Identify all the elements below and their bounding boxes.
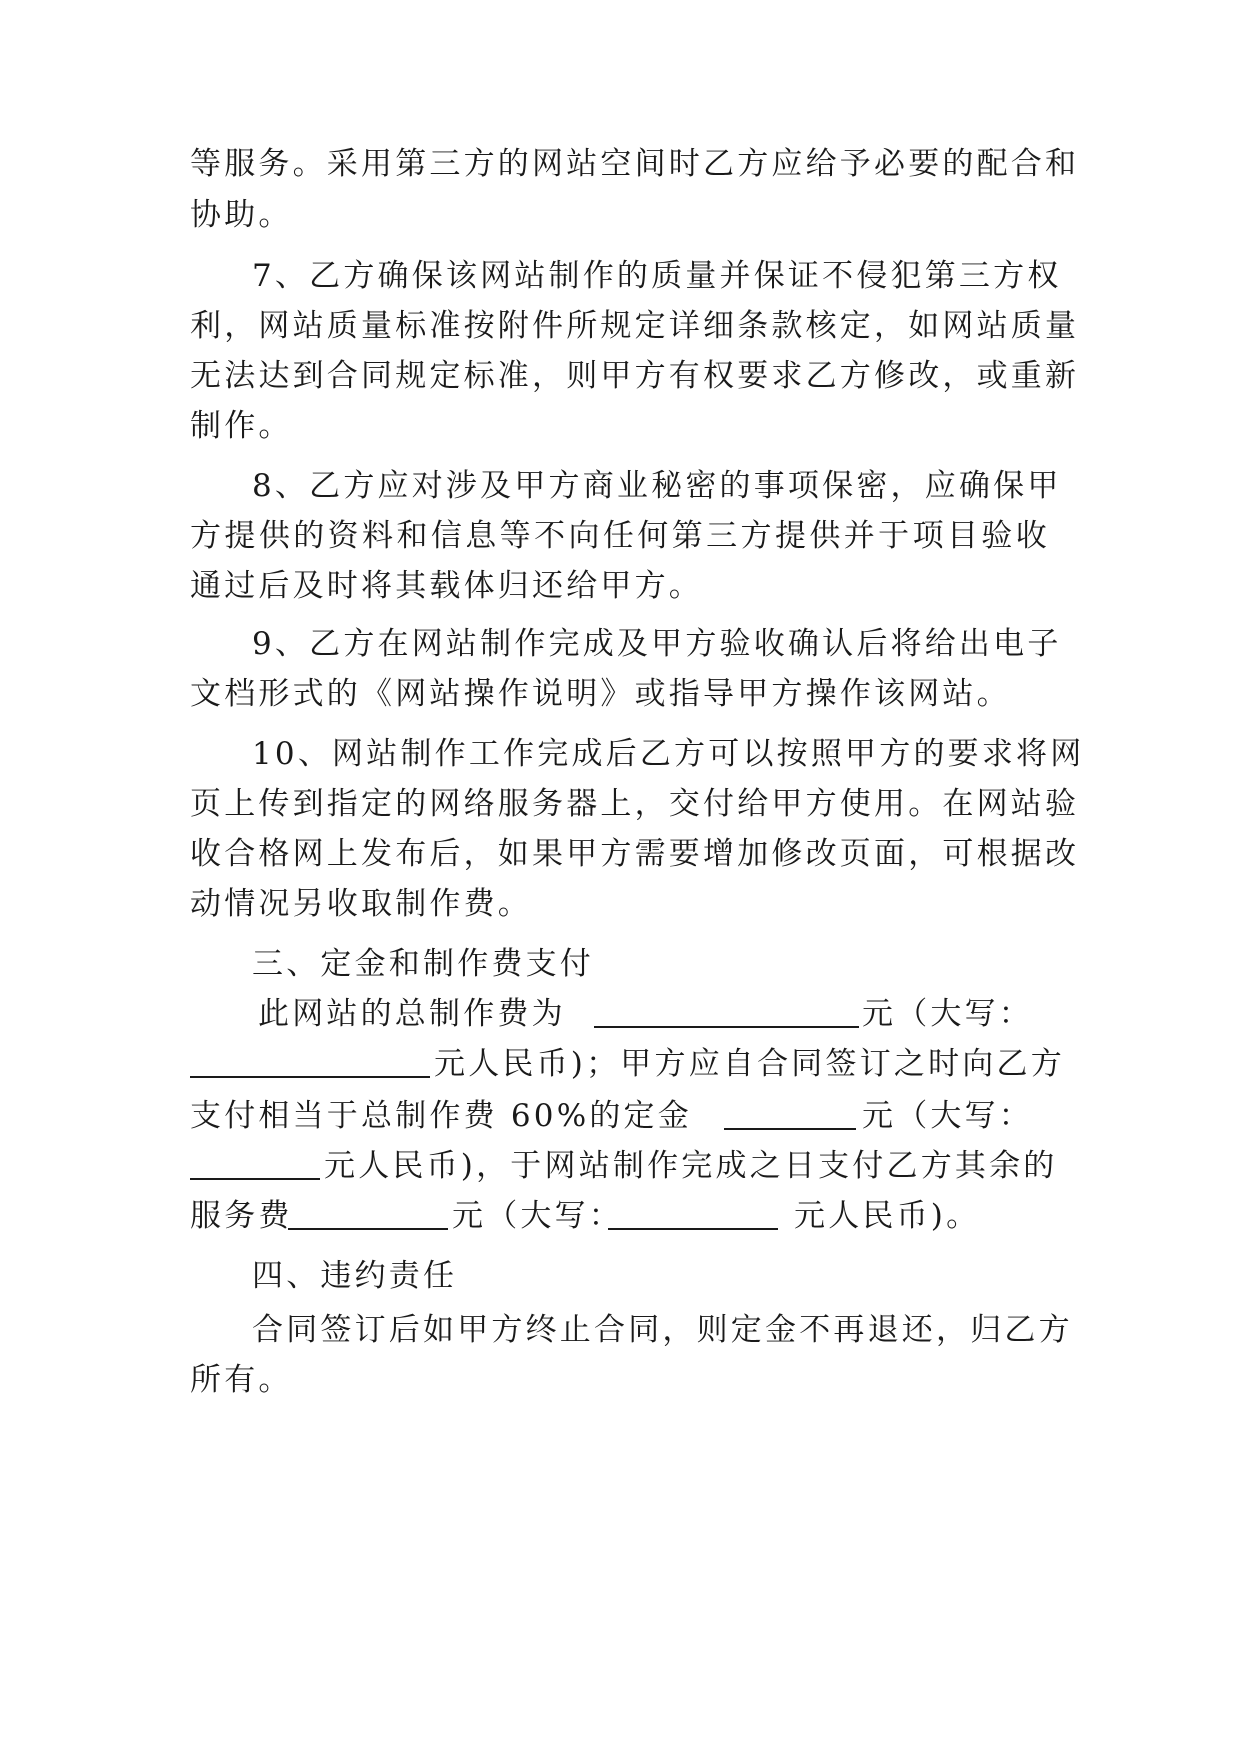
text-line: 方提供的资料和信息等不向任何第三方提供并于项目验收: [190, 518, 1050, 554]
fee-text: 元人民币)；甲方应自合同签订之时向乙方: [434, 1046, 1065, 1082]
fee-line-4: [190, 1144, 1058, 1188]
text-line: 协助。: [190, 197, 293, 233]
text-line: 页上传到指定的网络服务器上，交付给甲方使用。在网站验: [190, 786, 1080, 822]
text-line: 制作。: [190, 408, 293, 444]
fee-text: 元（大写：: [862, 996, 1033, 1032]
deposit-words-blank: [190, 1150, 320, 1180]
section-heading: 四、违约责任: [252, 1258, 458, 1294]
text-line: 等服务。采用第三方的网站空间时乙方应给予必要的配合和: [190, 146, 1080, 182]
fee-text: 元（大写：: [452, 1198, 623, 1234]
fee-line-5: [190, 1194, 1050, 1238]
text-line: 合同签订后如甲方终止合同，则定金不再退还，归乙方: [252, 1312, 1073, 1348]
clause-7: 7、乙方确保该网站制作的质量并保证不侵犯第三方权: [252, 258, 1062, 294]
text-line: 动情况另收取制作费。: [190, 886, 532, 922]
text-line: 通过后及时将其载体归还给甲方。: [190, 568, 703, 604]
text-line: 利，网站质量标准按附件所规定详细条款核定，如网站质量: [190, 308, 1080, 344]
fee-text: 支付相当于总制作费 60%的定金: [190, 1098, 692, 1134]
clause-9: 9、乙方在网站制作完成及甲方验收确认后将给出电子: [252, 626, 1062, 662]
fee-line-3: [190, 1094, 1050, 1138]
balance-blank: [288, 1200, 448, 1230]
fee-text: 服务费: [190, 1198, 293, 1234]
total-fee-words-blank: [190, 1048, 430, 1078]
text-line: 文档形式的《网站操作说明》或指导甲方操作该网站。: [190, 676, 1011, 712]
fee-text: 元人民币)，于网站制作完成之日支付乙方其余的: [324, 1148, 1058, 1184]
clause-8: 8、乙方应对涉及甲方商业秘密的事项保密，应确保甲: [252, 468, 1062, 504]
section-heading: 三、定金和制作费支付: [252, 946, 594, 982]
fee-line-1: [190, 992, 1050, 1036]
text-line: 无法达到合同规定标准，则甲方有权要求乙方修改，或重新: [190, 358, 1080, 394]
fee-text: 元（大写：: [862, 1098, 1033, 1134]
clause-10: 10、网站制作工作完成后乙方可以按照甲方的要求将网: [252, 736, 1085, 772]
balance-words-blank: [608, 1200, 778, 1230]
text-line: 所有。: [190, 1362, 293, 1398]
total-fee-blank: [594, 998, 859, 1028]
deposit-blank: [724, 1100, 856, 1130]
fee-text: 此网站的总制作费为: [258, 996, 566, 1032]
fee-text: 元人民币)。: [794, 1198, 981, 1234]
fee-line-2: [190, 1042, 1065, 1086]
text-line: 收合格网上发布后，如果甲方需要增加修改页面，可根据改: [190, 836, 1080, 872]
